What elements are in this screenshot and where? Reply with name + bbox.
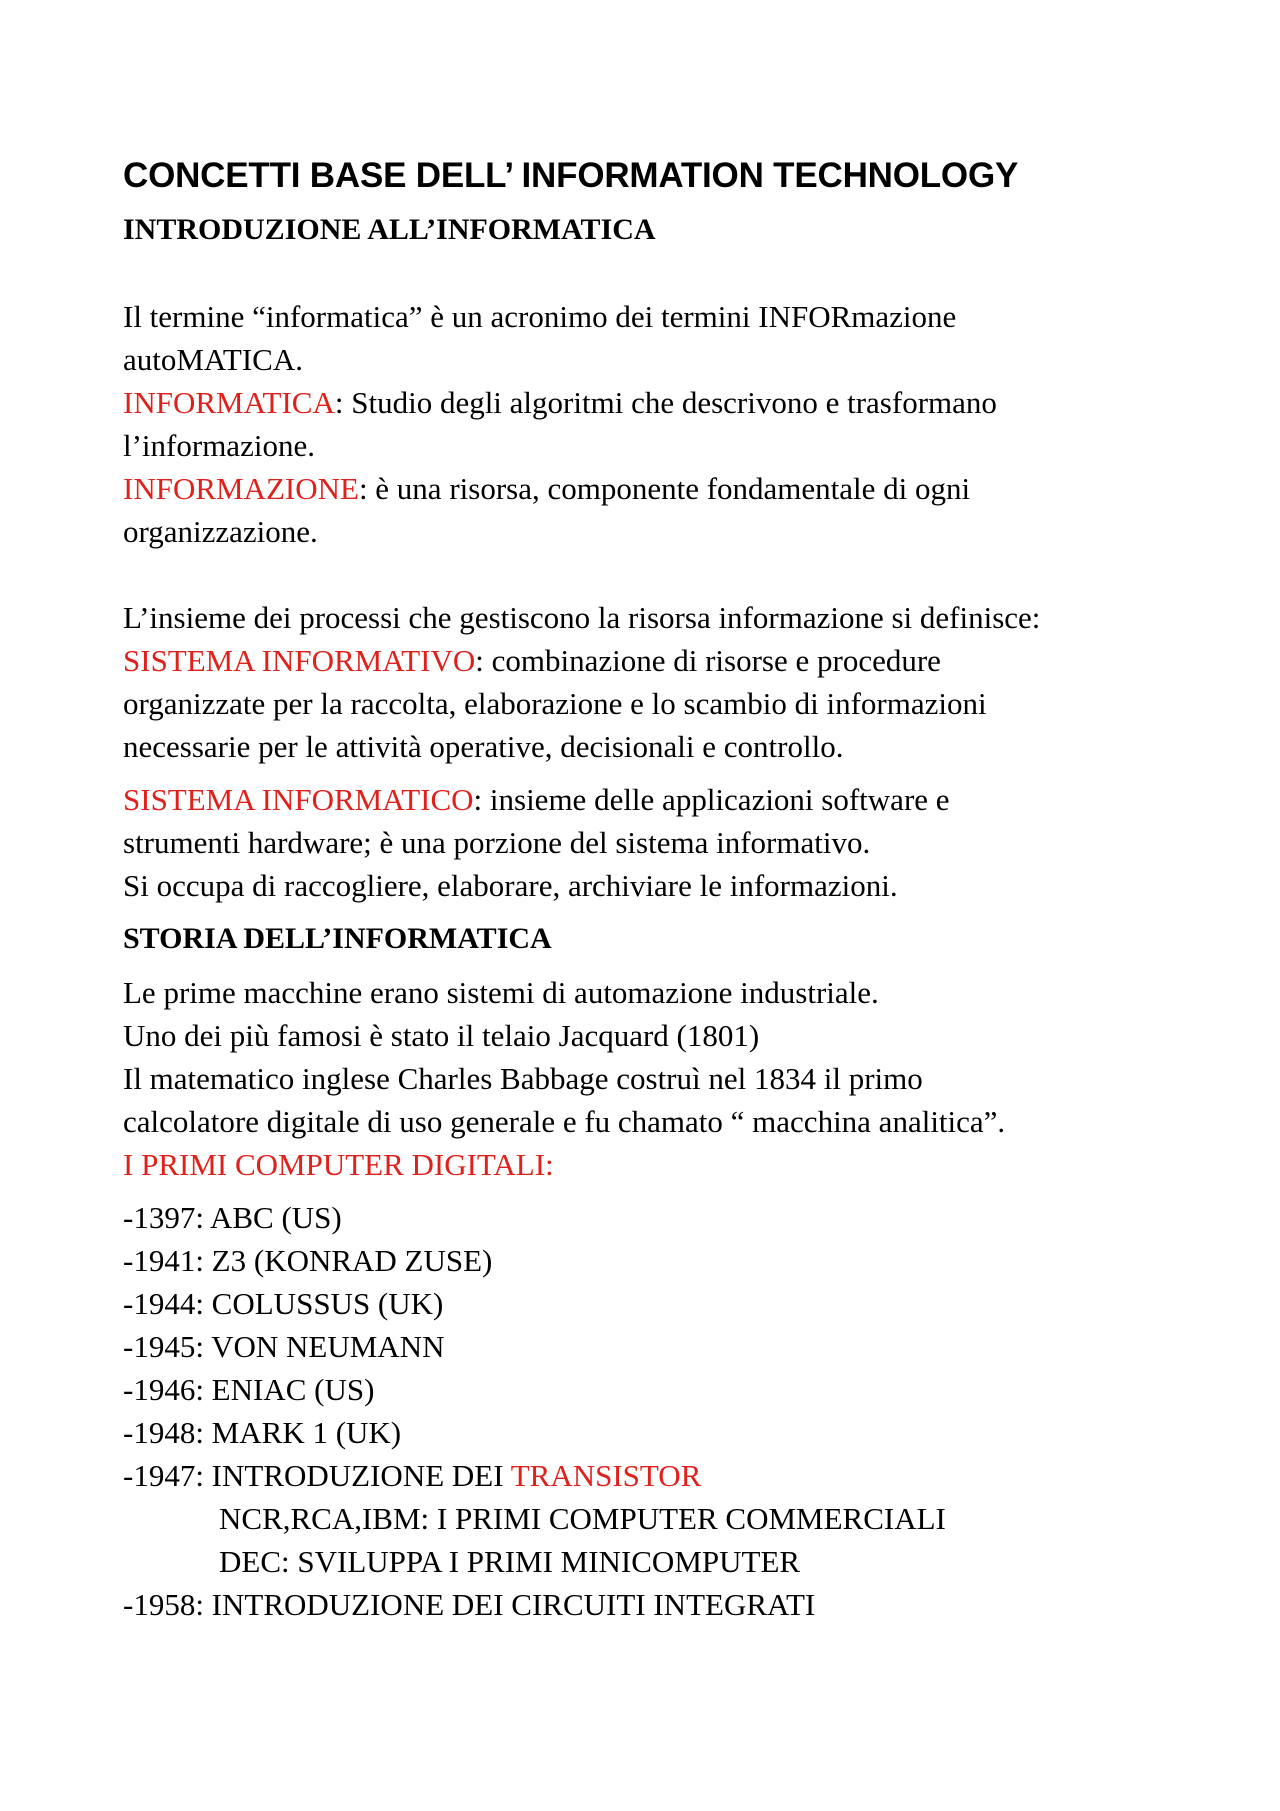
sistema-informatico-def-line-2: strumenti hardware; è una porzione del sistema informativo.	[123, 825, 871, 860]
document-page	[123, 150, 1183, 1626]
informazione-definition	[123, 467, 1183, 510]
informazione-term: INFORMAZIONE	[123, 471, 359, 506]
sistema-informativo-definition	[123, 639, 1183, 682]
history-line-4: calcolatore digitale di uso generale e fu chamato “ macchina analitica”.	[123, 1104, 1006, 1139]
computers-heading: I PRIMI COMPUTER DIGITALI:	[123, 1147, 554, 1182]
sistema-informatico-def-text: : insieme delle applicazioni software e	[473, 782, 950, 817]
informazione-def-line-2: organizzazione.	[123, 514, 318, 549]
sistema-informatico-def-line-3: Si occupa di raccogliere, elaborare, archiviare le informazioni.	[123, 868, 898, 903]
sistema-informativo-term: SISTEMA INFORMATIVO	[123, 643, 476, 678]
informatica-term: INFORMATICA	[123, 385, 335, 420]
acronym-line-2: autoMATICA.	[123, 342, 303, 377]
timeline-item: -1941: Z3 (KONRAD ZUSE)	[123, 1243, 493, 1278]
history-line-3: Il matematico inglese Charles Babbage costruì nel 1834 il primo	[123, 1061, 923, 1096]
informatica-definition	[123, 381, 1183, 424]
sistema-informatico-term: SISTEMA INFORMATICO	[123, 782, 474, 817]
timeline-item: -1946: ENIAC (US)	[123, 1372, 375, 1407]
history-line-2: Uno dei più famosi è stato il telaio Jacquard (1801)	[123, 1018, 760, 1053]
timeline-item: -1944: COLUSSUS (UK)	[123, 1286, 444, 1321]
history-line-1: Le prime macchine erano sistemi di automazione industriale.	[123, 975, 879, 1010]
sistema-informativo-def-text: : combinazione di risorse e procedure	[475, 643, 941, 678]
transistor-sub-line-1: NCR,RCA,IBM: I PRIMI COMPUTER COMMERCIALI	[219, 1501, 946, 1536]
sistema-informativo-def-line-2: organizzate per la raccolta, elaborazione e lo scambio di informazioni	[123, 686, 987, 721]
informatica-def-text: : Studio degli algoritmi che descrivono e trasformano	[334, 385, 997, 420]
timeline-item-transistor	[123, 1454, 1183, 1497]
timeline-item-ic: -1958: INTRODUZIONE DEI CIRCUITI INTEGRATI	[123, 1587, 816, 1622]
sistema-informatico-definition	[123, 778, 1183, 821]
timeline-item: -1948: MARK 1 (UK)	[123, 1415, 402, 1450]
informatica-def-line-2: l’informazione.	[123, 428, 315, 463]
informazione-def-text: : è una risorsa, componente fondamentale di ogni	[358, 471, 971, 506]
processes-line: L’insieme dei processi che gestiscono la risorsa informazione si definisce:	[123, 600, 1041, 635]
timeline-item: -1397: ABC (US)	[123, 1200, 342, 1235]
sistema-informativo-def-line-3: necessarie per le attività operative, decisionali e controllo.	[123, 729, 844, 764]
transistor-term: TRANSISTOR	[510, 1458, 702, 1493]
transistor-prefix: -1947: INTRODUZIONE DEI	[123, 1458, 511, 1493]
transistor-sub-line-2: DEC: SVILUPPA I PRIMI MINICOMPUTER	[219, 1544, 801, 1579]
acronym-line-1: Il termine “informatica” è un acronimo dei termini INFORmazione	[123, 299, 957, 334]
timeline-item: -1945: VON NEUMANN	[123, 1329, 445, 1364]
intro-heading: INTRODUZIONE ALL’INFORMATICA	[123, 213, 656, 246]
document-title: CONCETTI BASE DELL’ INFORMATION TECHNOLOGY	[123, 156, 1019, 195]
history-heading: STORIA DELL’INFORMATICA	[123, 922, 552, 955]
